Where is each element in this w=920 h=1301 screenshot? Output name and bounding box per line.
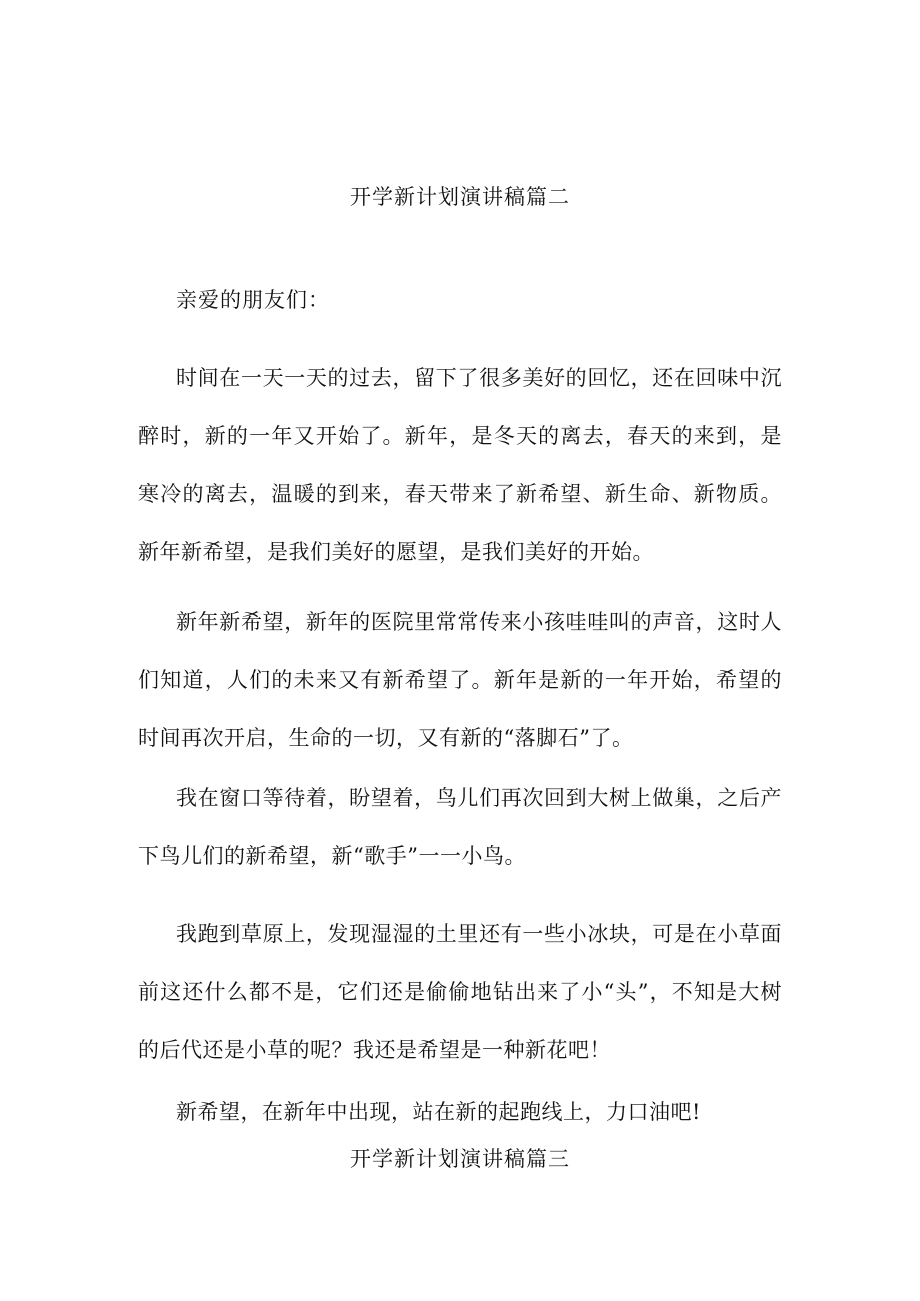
paragraph-4: 我跑到草原上，发现湿湿的土里还有一些小冰块，可是在小草面前这还什么都不是，它们还是偷偷地钻出来了小“头”，不知是大树的后代还是小草的呢？我还是希望是一种新花吧！	[138, 922, 782, 1062]
paragraph-1: 时间在一天一天的过去，留下了很多美好的回忆，还在回味中沉醉时，新的一年又开始了。新年，是冬天的离去，春天的来到，是寒冷的离去，温暖的到来，春天带来了新希望、新生命、新物质。新年新希望，是我们美好的愿望，是我们美好的开始。	[138, 366, 782, 564]
section-title-3: 开学新计划演讲稿篇三	[350, 1147, 570, 1171]
paragraph-3: 我在窗口等待着，盼望着，鸟儿们再次回到大树上做巢，之后产下鸟儿们的新希望，新“歌手”一一小鸟。	[138, 786, 782, 868]
section-title-2: 开学新计划演讲稿篇二	[350, 185, 570, 209]
paragraph-5: 新希望，在新年中出现，站在新的起跑线上，力口油吧!	[176, 1100, 701, 1124]
salutation: 亲爱的朋友们：	[176, 288, 330, 312]
paragraph-2: 新年新希望，新年的医院里常常传来小孩哇哇叫的声音，这时人们知道，人们的未来又有新希望了。新年是新的一年开始，希望的时间再次开启，生命的一切，又有新的“落脚石”了。	[138, 610, 782, 750]
